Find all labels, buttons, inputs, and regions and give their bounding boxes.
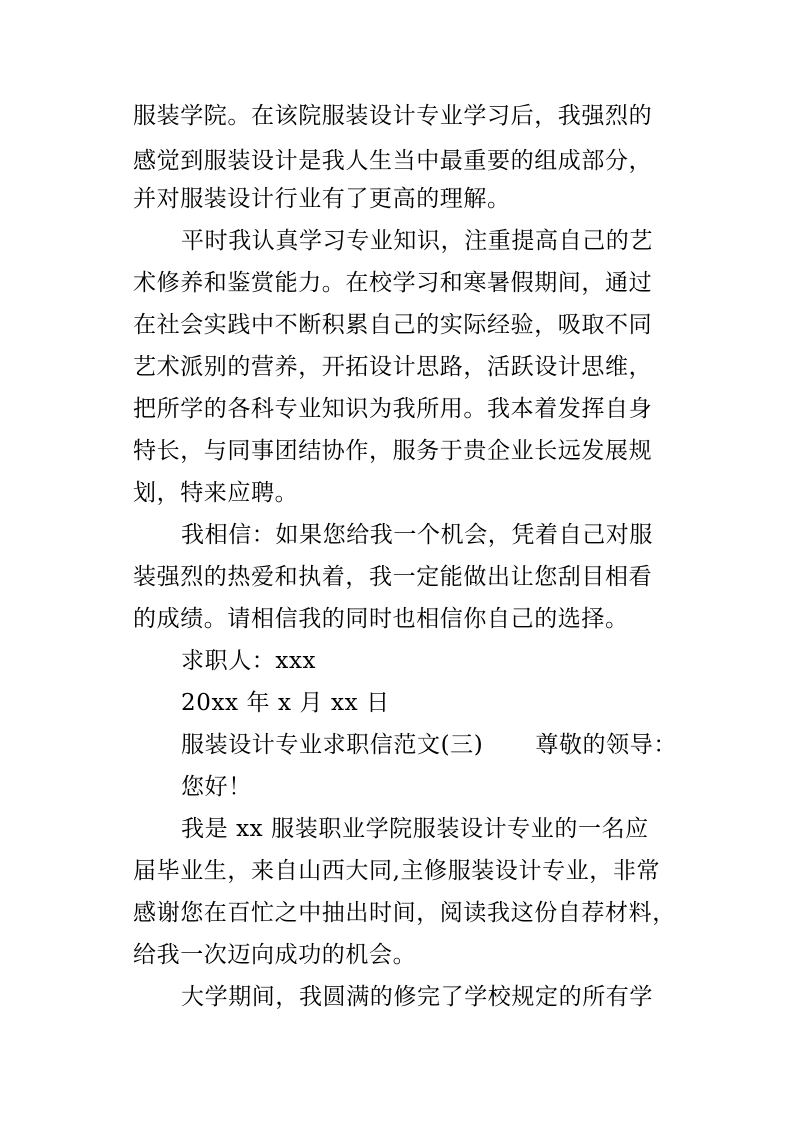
date-line: 20xx 年 x 月 xx 日 — [181, 690, 390, 716]
signature-line: 求职人：xxx — [181, 648, 317, 674]
heading-line — [181, 730, 677, 760]
paragraph-line: 划，特来应聘。 — [133, 480, 299, 506]
paragraph-line: 术修养和鉴赏能力。在校学习和寒暑假期间，通过 — [133, 270, 653, 296]
paragraph-line: 把所学的各科专业知识为我所用。我本着发挥自身 — [133, 396, 653, 422]
salutation: 尊敬的领导： — [535, 732, 677, 758]
paragraph-line: 感觉到服装设计是我人生当中最重要的组成部分， — [133, 148, 653, 174]
paragraph-line: 届毕业生，来自山西大同,主修服装设计专业，非常 — [133, 858, 661, 884]
greeting-line: 您好！ — [181, 774, 252, 800]
paragraph-line: 服装学院。在该院服装设计专业学习后，我强烈的 — [133, 103, 653, 129]
paragraph-line: 我相信：如果您给我一个机会，凭着自己对服 — [181, 522, 653, 548]
paragraph-line: 在社会实践中不断积累自己的实际经验，吸取不同 — [133, 312, 653, 338]
paragraph-line: 平时我认真学习专业知识，注重提高自己的艺 — [181, 228, 653, 254]
paragraph-line: 我是 xx 服装职业学院服装设计专业的一名应 — [181, 816, 649, 842]
paragraph-line: 装强烈的热爱和执着，我一定能做出让您刮目相看 — [133, 564, 653, 590]
paragraph-line: 并对服装设计行业有了更高的理解。 — [133, 186, 511, 212]
paragraph-line: 感谢您在百忙之中抽出时间，阅读我这份自荐材料， — [133, 900, 676, 926]
paragraph-line: 特长，与同事团结协作，服务于贵企业长远发展规 — [133, 438, 653, 464]
paragraph-line: 大学期间，我圆满的修完了学校规定的所有学 — [181, 984, 653, 1010]
sample-title: 服装设计专业求职信范文(三) — [181, 732, 484, 758]
paragraph-line: 给我一次迈向成功的机会。 — [133, 942, 417, 968]
paragraph-line: 的成绩。请相信我的同时也相信你自己的选择。 — [133, 606, 629, 632]
paragraph-line: 艺术派别的营养，开拓设计思路，活跃设计思维， — [133, 354, 653, 380]
